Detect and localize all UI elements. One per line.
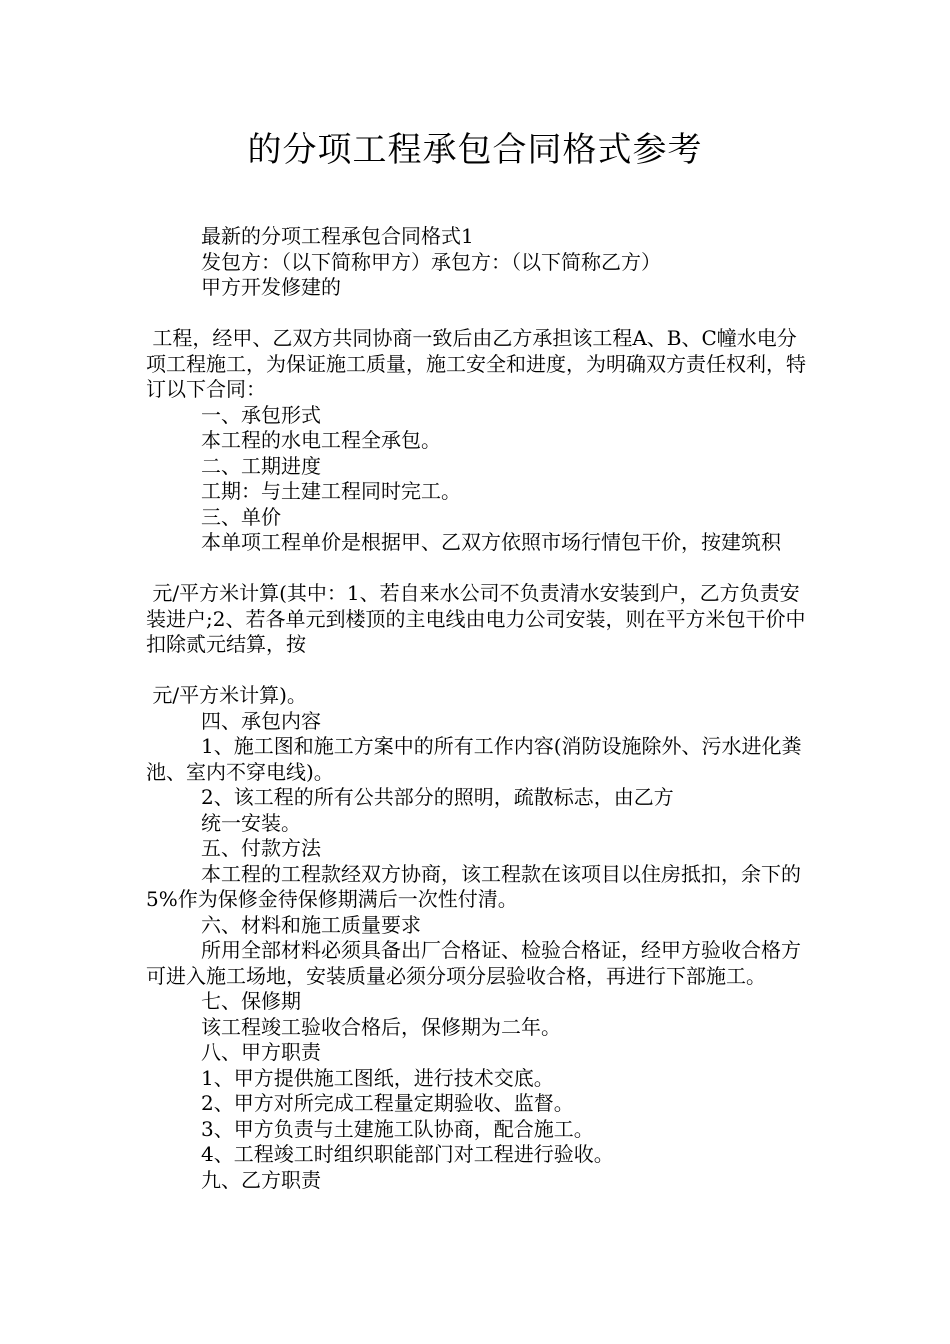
paragraph-materials: 所用全部材料必须具备出厂合格证、检验合格证，经甲方验收合格方可进入施工场地，安装质量必须分项分层验收合格，再进行下部施工。 (146, 938, 801, 988)
section-heading-payment: 五、付款方法 (201, 836, 321, 860)
document-title: 的分项工程承包合同格式参考 (247, 130, 703, 170)
paragraph-scope-2: 2、该工程的所有公共部分的照明，疏散标志，由乙方 (201, 785, 674, 809)
blank-line (146, 301, 808, 327)
paragraph-unit-price-calculation: 元/平方米计算(其中：1、若自来水公司不负责清水安装到户，乙方负责安装进户;2、若各单元到楼顶的主电线由电力公司安装，则在平方米包干价中扣除贰元结算，按 (146, 581, 806, 656)
paragraph-heading-1: 最新的分项工程承包合同格式1 (201, 224, 474, 248)
paragraph-unit-price: 本单项工程单价是根据甲、乙双方依照市场行情包干价，按建筑积 (201, 530, 781, 554)
section-heading-materials: 六、材料和施工质量要求 (201, 912, 421, 937)
paragraph-warranty: 该工程竣工验收合格后，保修期为二年。 (201, 1014, 561, 1039)
paragraph-unit-price-end: 元/平方米计算)。 (146, 683, 307, 707)
blank-line (146, 556, 808, 582)
paragraph-party-a-duty-2: 2、甲方对所完成工程量定期验收、监督。 (201, 1091, 574, 1115)
section-heading-schedule: 二、工期进度 (201, 453, 321, 478)
paragraph-party-a-duty-3: 3、甲方负责与土建施工队协商，配合施工。 (201, 1116, 594, 1141)
section-heading-contract-form: 一、承包形式 (201, 402, 321, 427)
paragraph-scope-1: 1、施工图和施工方案中的所有工作内容(消防设施除外、污水进化粪池、室内不穿电线)。 (146, 734, 802, 784)
section-heading-warranty: 七、保修期 (201, 989, 301, 1013)
paragraph-contract-form: 本工程的水电工程全承包。 (201, 428, 441, 452)
paragraph-parties: 发包方：（以下简称甲方）承包方：（以下简称乙方） (201, 249, 661, 274)
paragraph-project-intro: 甲方开发修建的 (201, 275, 341, 299)
paragraph-party-a-duty-4: 4、工程竣工时组织职能部门对工程进行验收。 (201, 1142, 614, 1166)
paragraph-payment: 本工程的工程款经双方协商，该工程款在该项目以住房抵扣，余下的5%作为保修金待保修期满后一次性付清。 (146, 861, 801, 911)
section-heading-party-b-duties: 九、乙方职责 (201, 1167, 321, 1192)
paragraph-scope-2-cont: 统一安装。 (201, 810, 301, 835)
section-heading-scope: 四、承包内容 (201, 708, 321, 733)
paragraph-project-description: 工程，经甲、乙双方共同协商一致后由乙方承担该工程A、B、C幢水电分项工程施工，为保证施工质量，施工安全和进度，为明确双方责任权利，特订以下合同： (146, 326, 806, 401)
paragraph-schedule: 工期：与土建工程同时完工。 (201, 479, 461, 503)
section-heading-unit-price: 三、单价 (201, 504, 281, 529)
document-body (146, 224, 808, 1193)
paragraph-party-a-duty-1: 1、甲方提供施工图纸，进行技术交底。 (201, 1065, 554, 1090)
blank-line (146, 658, 808, 684)
section-heading-party-a-duties: 八、甲方职责 (201, 1040, 321, 1064)
